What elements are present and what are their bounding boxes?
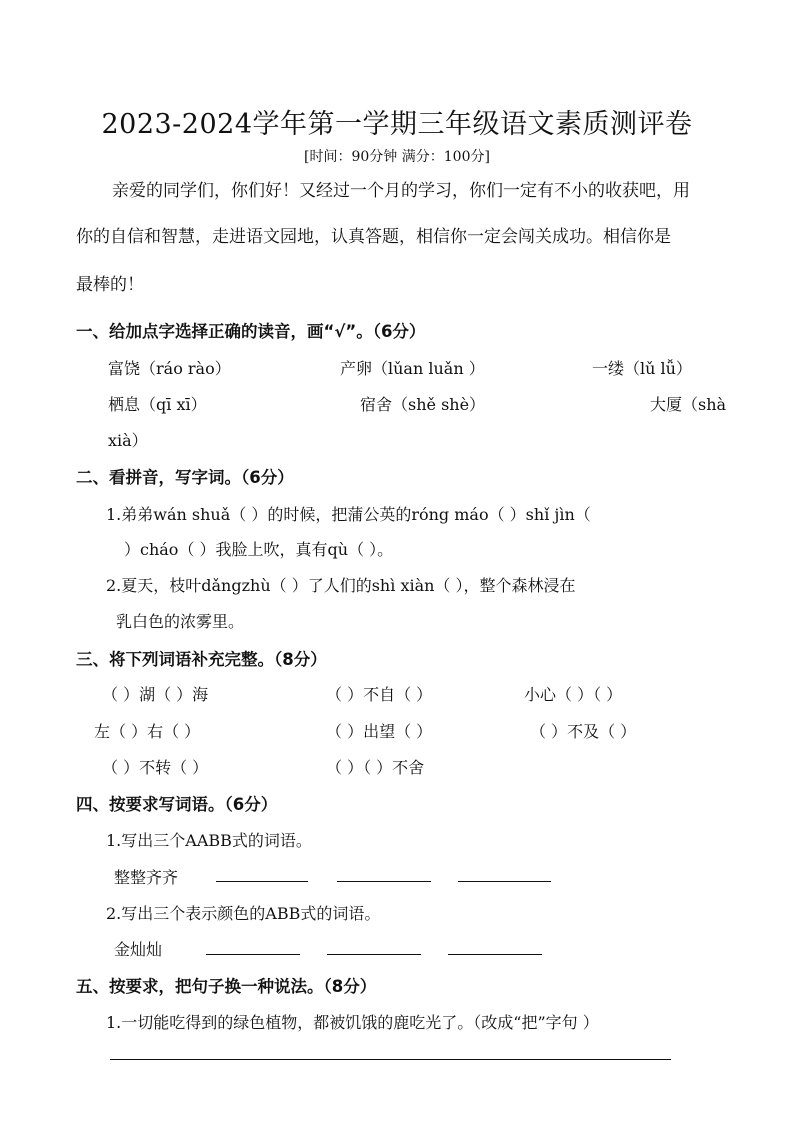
answer-blank-line[interactable] [448,954,542,955]
answer-blank-line[interactable] [216,881,308,882]
exam-info: [时间：90分钟 满分：100分] [304,149,490,165]
idiom-blank: 小心（ ）（ ） [524,685,623,704]
section-5-heading: 五、按要求，把句子换一种说法。（8分） [76,977,377,996]
question-line: 1.一切能吃得到的绿色植物，都被饥饿的鹿吃光了。（改成“把”字句 ） [106,1013,599,1032]
intro-line-3: 最棒的！ [76,275,144,295]
pinyin-item: 栖息（qī xī） [108,395,207,414]
pinyin-item: 一缕（lǔ lǚ） [592,359,692,378]
page-title: 2023-2024学年第一学期三年级语文素质测评卷 [101,109,693,140]
answer-blank-line[interactable] [206,954,300,955]
idiom-blank: 左（ ）右（ ） [94,722,201,741]
intro-line-1: 亲爱的同学们，你们好！又经过一个月的学习，你们一定有不小的收获吧，用 [112,181,690,201]
section-4-heading: 四、按要求写词语。（6分） [76,795,278,814]
question-line: 1.弟弟wán shuǎ（ ）的时候，把蒲公英的róng máo（ ）shǐ jìn（ [106,505,591,524]
idiom-blank: （ ）不及（ ） [530,722,637,741]
idiom-blank: （ ）湖（ ）海 [102,685,209,704]
idiom-blank: （ ）出望（ ） [326,722,433,741]
section-2-heading: 二、看拼音，写字词。（6分） [76,468,294,487]
question-line: ）cháo（ ）我脸上吹，真有qù（ ）。 [124,540,394,559]
answer-blank-line[interactable] [110,1059,671,1060]
question-line: 2.写出三个表示颜色的ABB式的词语。 [106,904,381,923]
idiom-blank: （ ）不转（ ） [102,758,209,777]
answer-blank-line[interactable] [458,881,551,882]
idiom-blank: （ ）不自（ ） [326,685,433,704]
pinyin-item-wrap: xià） [108,431,148,450]
pinyin-item: 大厦（shà [650,395,727,414]
example-word: 金灿灿 [114,940,163,959]
intro-line-2: 你的自信和智慧，走进语文园地，认真答题，相信你一定会闯关成功。相信你是 [76,227,671,247]
answer-blank-line[interactable] [327,954,421,955]
pinyin-item: 富饶（ráo rào） [108,359,231,378]
idiom-blank: （ ）（ ）不舍 [326,758,425,777]
question-line: 1.写出三个AABB式的词语。 [106,831,312,850]
pinyin-item: 产卵（lǔan luǎn ） [340,359,485,378]
answer-blank-line[interactable] [337,881,431,882]
example-word: 整整齐齐 [114,868,179,887]
pinyin-item: 宿舍（shě shè） [360,395,486,414]
section-1-heading: 一、给加点字选择正确的读音，画“√”。（6分） [76,322,426,341]
question-line: 乳白色的浓雾里。 [116,612,245,631]
section-3-heading: 三、将下列词语补充完整。（8分） [76,650,327,669]
question-line: 2.夏天，枝叶dǎngzhù（ ）了人们的shì xiàn（ ），整个森林浸在 [106,576,576,595]
